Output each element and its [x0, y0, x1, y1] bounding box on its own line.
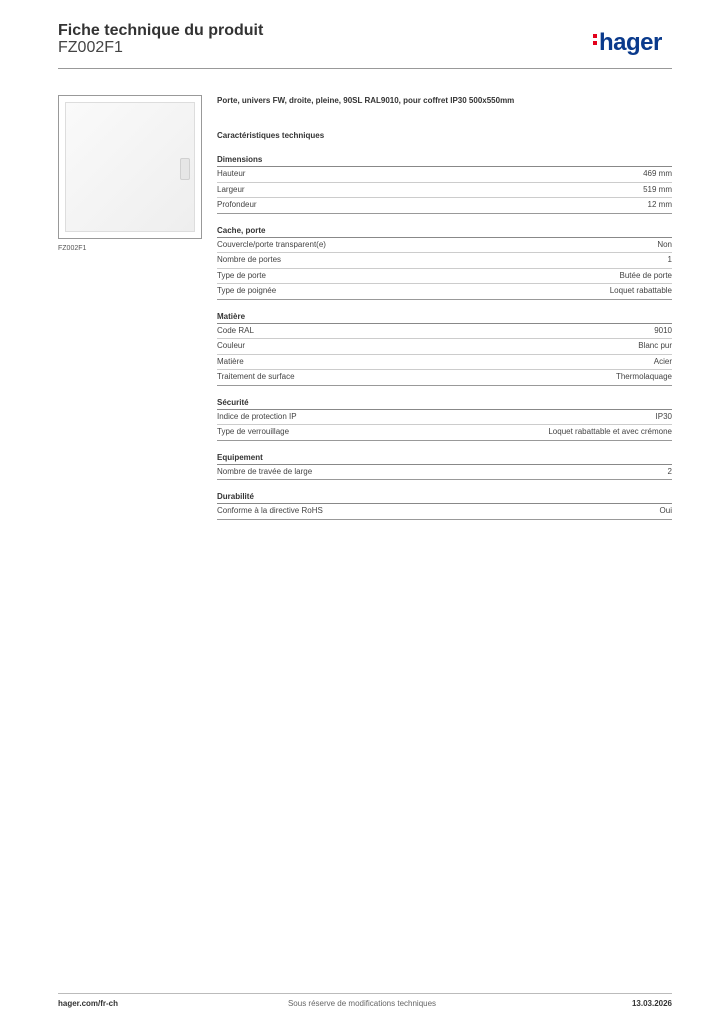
- spec-section: [217, 224, 672, 300]
- spec-row: [217, 284, 672, 300]
- spec-label: Traitement de surface: [217, 372, 295, 381]
- tech-specs-heading: Caractéristiques techniques: [217, 131, 325, 140]
- spec-label: Indice de protection IP: [217, 411, 297, 421]
- product-description: Porte, univers FW, droite, pleine, 90SL RAL9010, pour coffret IP30 500x550mm: [217, 96, 515, 105]
- product-image: [58, 95, 202, 239]
- hager-logo: [593, 29, 662, 57]
- spec-label: Type de poignée: [217, 286, 277, 295]
- section-title: Dimensions: [217, 153, 672, 167]
- spec-label: Type de porte: [217, 270, 266, 280]
- door-handle-icon: [180, 158, 190, 180]
- spec-value: Loquet rabattable et avec crémone: [548, 427, 672, 436]
- spec-label: Nombre de travée de large: [217, 466, 313, 476]
- product-reference: FZ002F1: [58, 39, 123, 56]
- spec-value: Thermolaquage: [615, 372, 672, 381]
- spec-section: [217, 451, 672, 481]
- spec-label: Type de verrouillage: [217, 427, 290, 436]
- spec-row: [217, 425, 672, 441]
- spec-value: 12 mm: [647, 200, 672, 209]
- spec-label: Couvercle/porte transparent(e): [217, 239, 326, 249]
- spec-section: [217, 153, 672, 214]
- spec-row: [217, 370, 672, 386]
- spec-row: [217, 167, 672, 183]
- spec-value: Non: [657, 239, 672, 249]
- footer-website: hager.com/fr-ch: [58, 999, 119, 1008]
- spec-row: [217, 324, 672, 340]
- footer-divider: [58, 993, 672, 994]
- section-title: Cache, porte: [217, 224, 672, 238]
- spec-section: [217, 310, 672, 386]
- logo-text: hager: [599, 29, 662, 56]
- spec-row: [217, 253, 672, 269]
- door-illustration: [65, 102, 195, 232]
- spec-section: [217, 490, 672, 520]
- spec-value: IP30: [655, 411, 672, 421]
- spec-row: [217, 238, 672, 254]
- spec-row: [217, 504, 672, 520]
- spec-row: [217, 465, 672, 481]
- spec-value: 2: [667, 466, 672, 476]
- section-title: Matière: [217, 310, 672, 324]
- spec-value: Loquet rabattable: [609, 286, 672, 295]
- spec-label: Nombre de portes: [217, 255, 282, 264]
- product-image-caption: FZ002F1: [58, 245, 87, 252]
- spec-value: Oui: [659, 506, 672, 515]
- spec-value: 469 mm: [643, 169, 672, 178]
- spec-label: Largeur: [217, 184, 245, 194]
- footer-notice: Sous réserve de modifications techniques: [287, 999, 437, 1008]
- spec-row: [217, 410, 672, 426]
- logo-dots-icon: [593, 31, 597, 48]
- section-title: Sécurité: [217, 396, 672, 410]
- spec-section: [217, 396, 672, 441]
- spec-value: 519 mm: [643, 184, 672, 194]
- section-title: Equipement: [217, 451, 672, 465]
- spec-label: Hauteur: [217, 169, 246, 178]
- spec-row: [217, 355, 672, 371]
- spec-value: 1: [667, 255, 672, 264]
- section-title: Durabilité: [217, 490, 672, 504]
- spec-content: [217, 96, 672, 530]
- header-divider: [58, 68, 672, 69]
- spec-label: Couleur: [217, 341, 246, 350]
- page-title: Fiche technique du produit: [58, 22, 264, 39]
- spec-value: Acier: [653, 356, 672, 366]
- spec-sections: [217, 153, 672, 520]
- spec-row: [217, 269, 672, 285]
- spec-label: Code RAL: [217, 325, 254, 335]
- spec-row: [217, 183, 672, 199]
- spec-value: Blanc pur: [638, 341, 672, 350]
- spec-value: Butée de porte: [619, 270, 672, 280]
- spec-row: [217, 339, 672, 355]
- spec-value: 9010: [654, 325, 672, 335]
- spec-label: Matière: [217, 356, 244, 366]
- spec-label: Profondeur: [217, 200, 257, 209]
- spec-row: [217, 198, 672, 214]
- footer-date: 13.03.2026: [631, 999, 672, 1008]
- spec-label: Conforme à la directive RoHS: [217, 506, 323, 515]
